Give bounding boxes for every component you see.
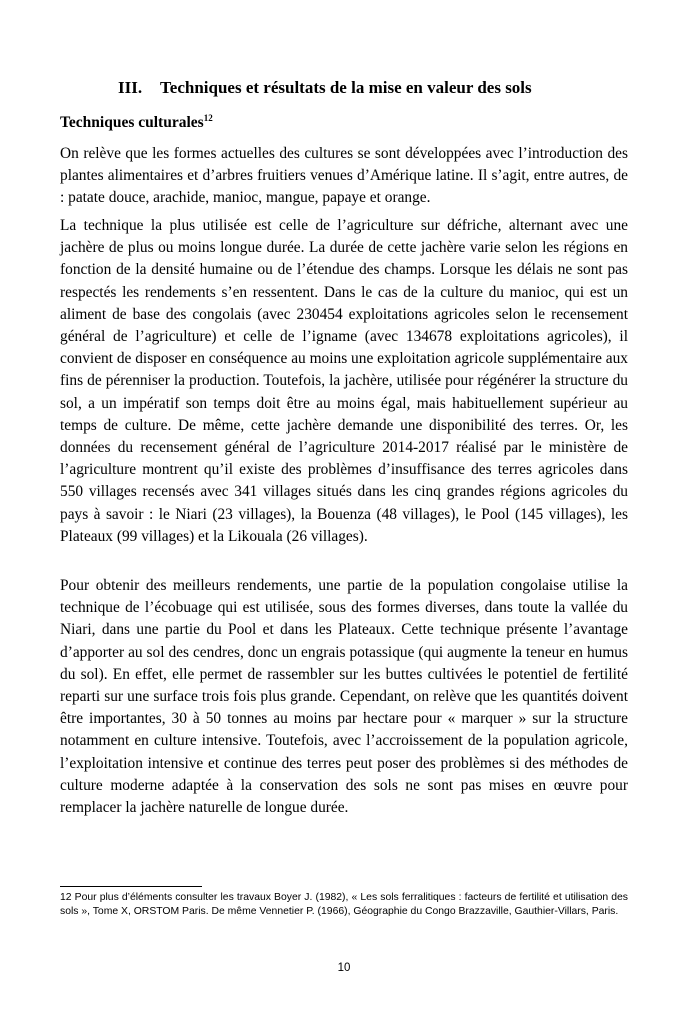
paragraph-3: Pour obtenir des meilleurs rendements, une partie de la population congolaise utilise la technique de l’écobuage qui est utilisée, sous des formes diverses, dans toute la vallée du Niari, dans une partie du Pool et dans les Plateaux. Cette technique présente l’avantage d’apporter au sol des cendres, donc un engrais potassique (qui augmente la teneur en humus du sol). En effet, elle permet de rassembler sur les buttes cultivées le potentiel de fertilité reparti sur une surface trois fois plus grande. Cependant, on relève que les quantités doivent être importantes, 30 à 50 tonnes au moins par hectare pour « marquer » sur la structure notamment en culture intensive. Toutefois, avec l’accroissement de la population agricole, l’exploitation intensive et continue des terres peut poser des problèmes si des méthodes de culture moderne adaptée à la conservation des sols ne sont pas mises en œuvre pour remplacer la jachère naturelle de longue durée. [60,577,628,817]
page-number: 10 [337,962,351,974]
footnote [60,891,628,919]
section-title: Techniques et résultats de la mise en valeur des sols [160,78,532,97]
paragraph-1: On relève que les formes actuelles des cultures se sont développées avec l’introduction des plantes alimentaires et d’arbres fruitiers venues d’Amérique latine. Il s’agit, entre autres, de : patate douce, arachide, manioc, mangue, papaye et orange. [60,145,628,207]
section-number: III. [118,78,143,97]
subsection-title: Techniques culturales [60,114,204,131]
footnote-separator [60,886,202,887]
footnote-text: Pour plus d’éléments consulter les travaux Boyer J. (1982), « Les sols ferralitiques : facteurs de fertilité et utilisation des sols », Tome X, ORSTOM Paris. De même Vennetier P. (1966), Géographie du Congo Brazzaville, Gauthier-Villars, Paris. [60,892,628,917]
footnote-number: 12 [60,892,72,903]
footnote-reference[interactable]: 12 [203,113,213,123]
subsection-heading [60,114,213,132]
document-page [60,0,628,1028]
section-heading [118,78,532,98]
paragraph-2: La technique la plus utilisée est celle de l’agriculture sur défriche, alternant avec une jachère de plus ou moins longue durée. La durée de cette jachère varie selon les régions en fonction de la densité humaine ou de l’étendue des champs. Lorsque les délais ne sont pas respectés les rendements s’en ressentent. Dans le cas de la culture du manioc, qui est un aliment de base des congolais (avec 230454 exploitations agricoles selon le recensement général de l’agriculture) et celle de l’igname (avec 134678 exploitations agricoles), il convient de disposer en conséquence au moins une exploitation agricole supplémentaire aux fins de pérenniser la production. Toutefois, la jachère, utilisée pour régénérer la structure du sol, a un impératif son temps doit être au moins égal, mais habituellement supérieur au temps de culture. De même, cette jachère demande une disponibilité des terres. Or, les données du recensement général de l’agriculture 2014-2017 réalisé par le ministère de l’agriculture montrent qu’il existe des problèmes d’insuffisance des terres agricoles dans 550 villages recensés avec 341 villages situés dans les cinq grandes régions agricoles du pays à savoir : le Niari (23 villages), la Bouenza (48 villages), le Pool (145 villages), les Plateaux (99 villages) et la Likouala (26 villages). [60,217,628,545]
